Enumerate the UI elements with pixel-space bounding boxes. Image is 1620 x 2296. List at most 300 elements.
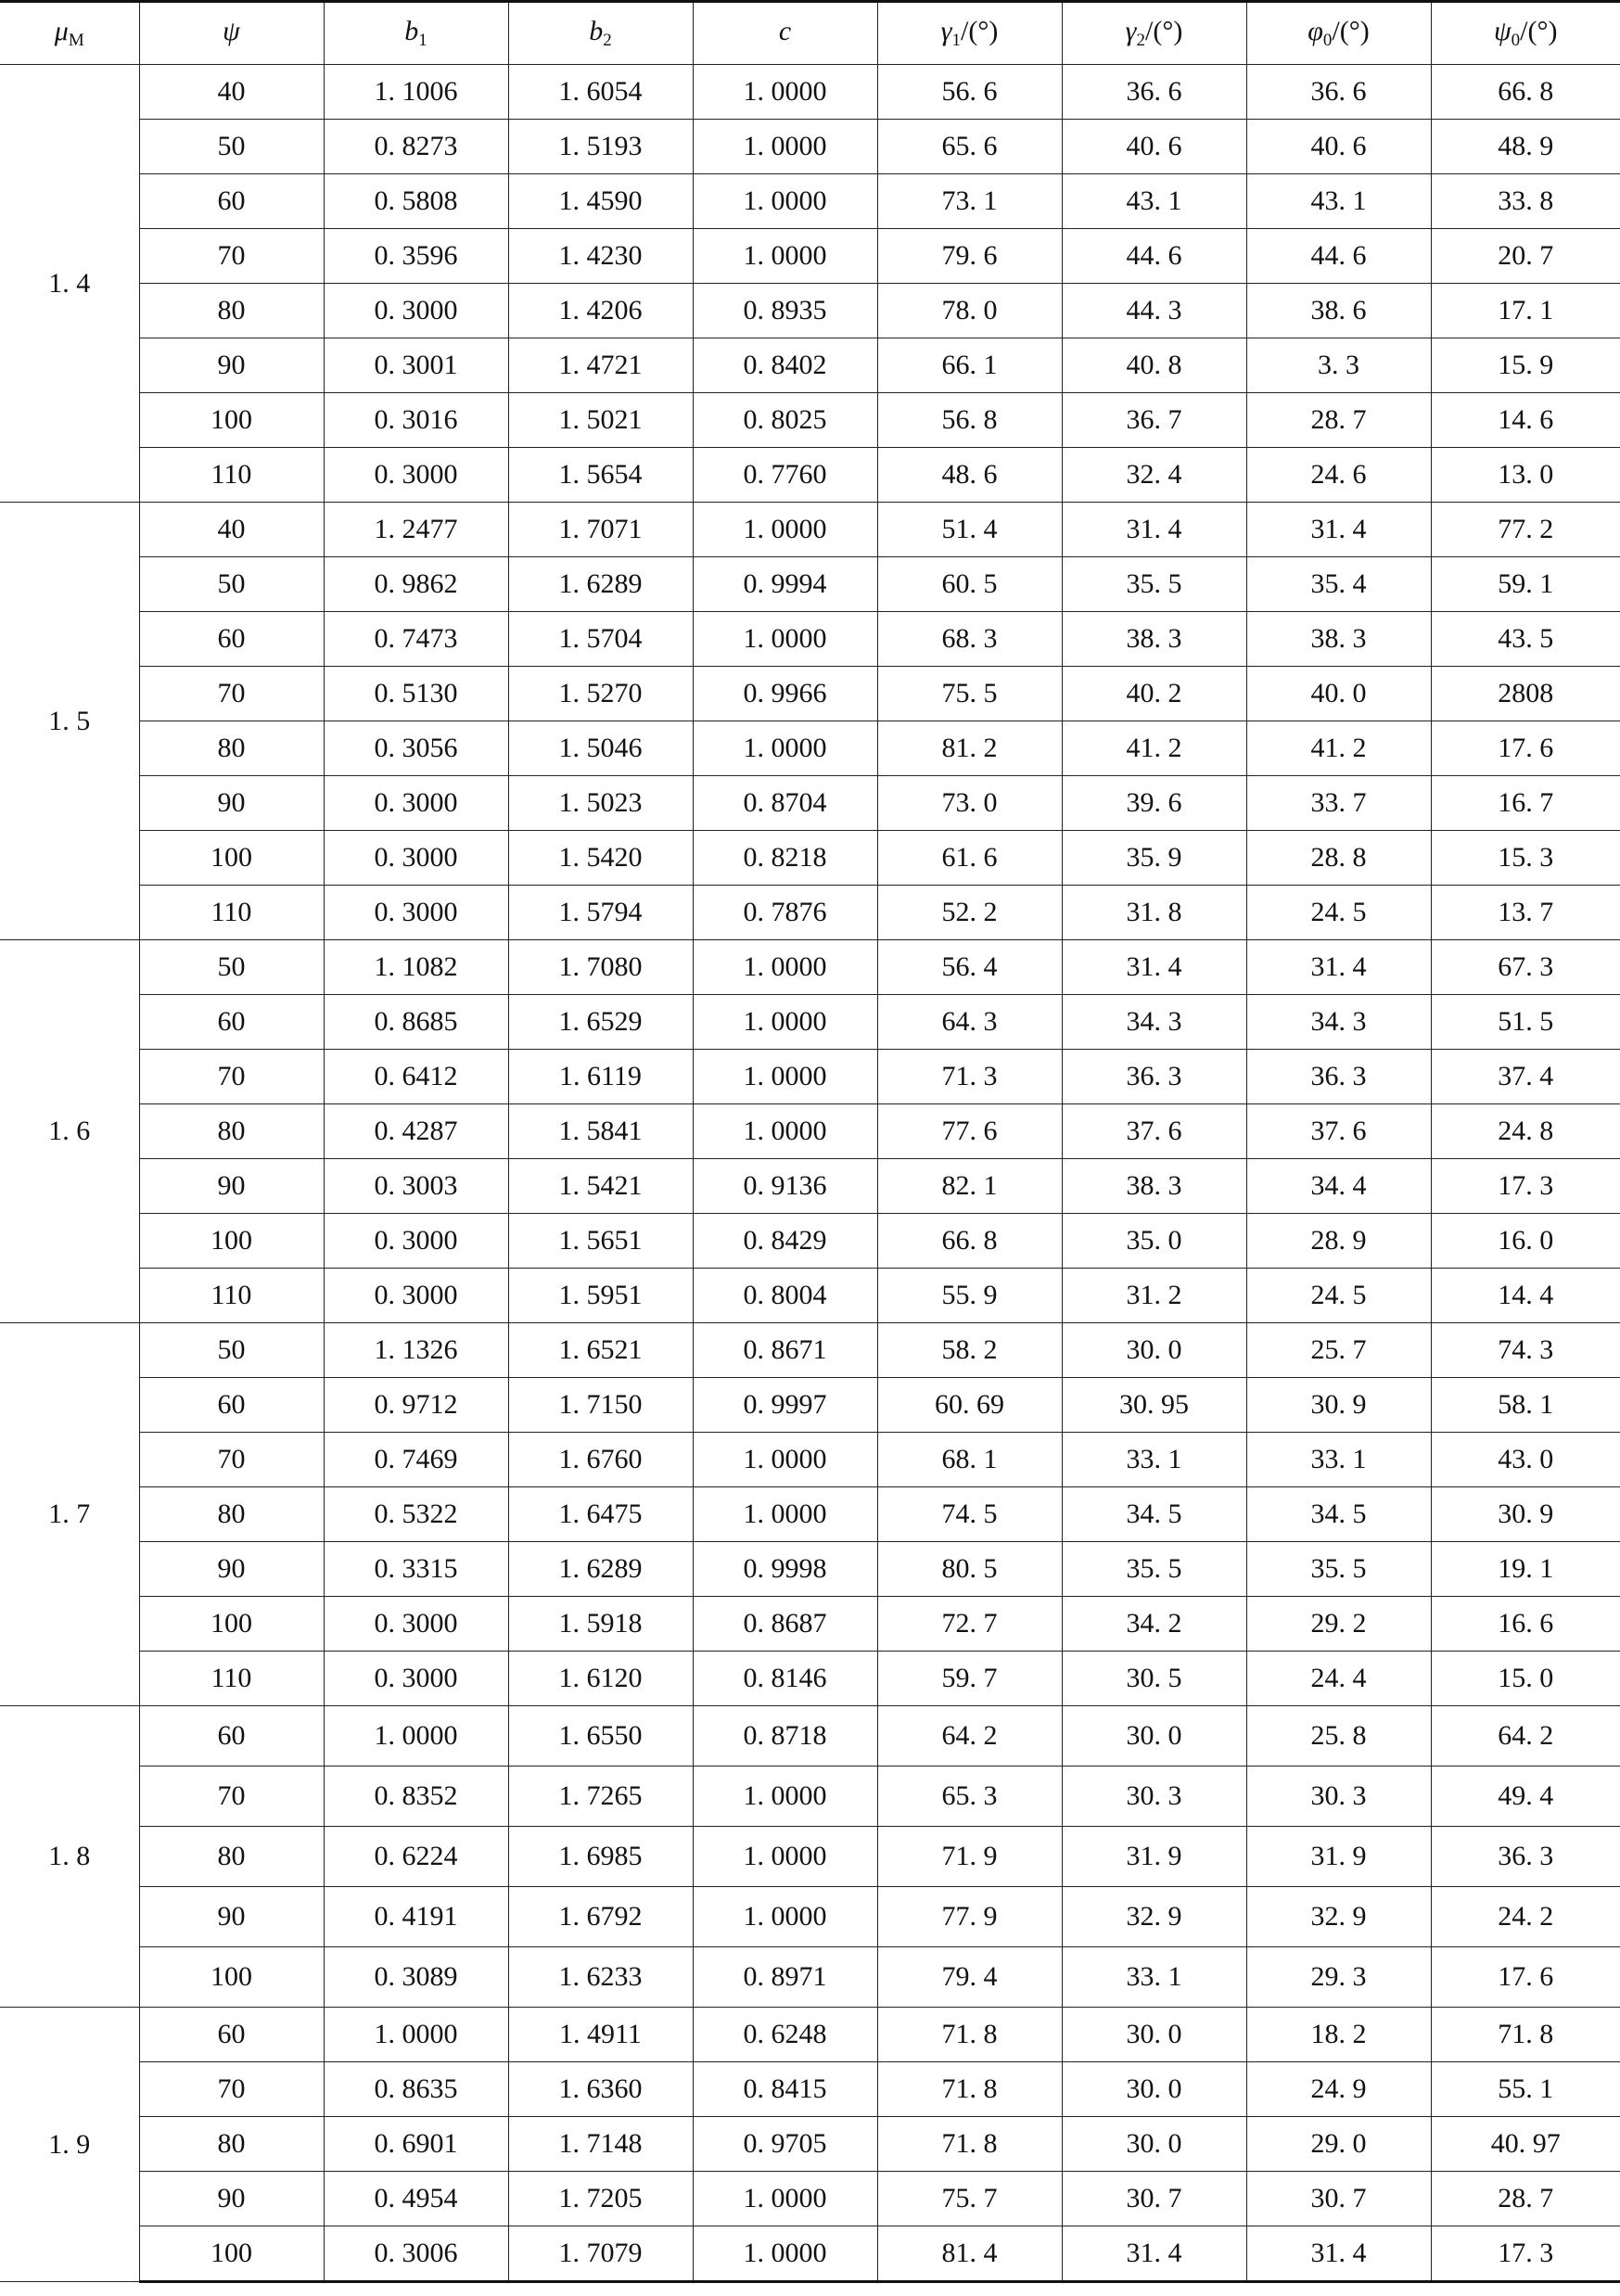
- cell-psi0: 19. 1: [1431, 1542, 1620, 1597]
- cell-psi: 100: [139, 831, 324, 886]
- cell-gamma2: 30. 0: [1062, 2008, 1246, 2062]
- cell-psi0: 58. 1: [1431, 1378, 1620, 1433]
- cell-b2: 1. 6760: [508, 1433, 693, 1487]
- cell-psi0: 17. 6: [1431, 1947, 1620, 2008]
- table-header-row: [0, 2, 1620, 65]
- cell-c: 0. 8218: [693, 831, 877, 886]
- cell-c: 0. 8025: [693, 393, 877, 448]
- cell-c: 1. 0000: [693, 1487, 877, 1542]
- cell-b2: 1. 5193: [508, 120, 693, 174]
- table-row: [0, 667, 1620, 721]
- cell-psi: 60: [139, 995, 324, 1050]
- cell-b1: 0. 9862: [324, 557, 508, 612]
- table-row: [0, 1487, 1620, 1542]
- cell-phi0: 33. 7: [1246, 776, 1431, 831]
- cell-phi0: 31. 4: [1246, 503, 1431, 557]
- cell-b2: 1. 5420: [508, 831, 693, 886]
- cell-gamma2: 33. 1: [1062, 1947, 1246, 2008]
- cell-psi: 60: [139, 1706, 324, 1767]
- cell-b1: 0. 3000: [324, 1269, 508, 1323]
- cell-psi0: 16. 0: [1431, 1214, 1620, 1269]
- cell-phi0: 43. 1: [1246, 174, 1431, 229]
- cell-psi0: 16. 7: [1431, 776, 1620, 831]
- cell-psi0: 28. 7: [1431, 2172, 1620, 2226]
- cell-psi0: 43. 0: [1431, 1433, 1620, 1487]
- cell-gamma2: 31. 9: [1062, 1827, 1246, 1887]
- cell-c: 1. 0000: [693, 120, 877, 174]
- cell-psi: 50: [139, 1323, 324, 1378]
- cell-c: 1. 0000: [693, 995, 877, 1050]
- cell-b1: 0. 8273: [324, 120, 508, 174]
- cell-c: 1. 0000: [693, 940, 877, 995]
- cell-b2: 1. 6233: [508, 1947, 693, 2008]
- cell-psi0: 51. 5: [1431, 995, 1620, 1050]
- cell-phi0: 38. 6: [1246, 284, 1431, 338]
- cell-c: 0. 8935: [693, 284, 877, 338]
- cell-psi0: 24. 2: [1431, 1887, 1620, 1947]
- cell-gamma1: 58. 2: [877, 1323, 1062, 1378]
- cell-gamma1: 59. 7: [877, 1652, 1062, 1706]
- table-row: [0, 1050, 1620, 1104]
- table-row: [0, 831, 1620, 886]
- cell-b1: 0. 5130: [324, 667, 508, 721]
- cell-psi0: 17. 6: [1431, 721, 1620, 776]
- cell-psi0: 33. 8: [1431, 174, 1620, 229]
- cell-gamma2: 34. 3: [1062, 995, 1246, 1050]
- header-b1: $b_1$: [324, 2, 508, 65]
- cell-c: 0. 8704: [693, 776, 877, 831]
- cell-psi: 80: [139, 1104, 324, 1159]
- cell-psi0: 30. 9: [1431, 1487, 1620, 1542]
- cell-b1: 0. 3089: [324, 1947, 508, 2008]
- cell-c: 0. 8429: [693, 1214, 877, 1269]
- cell-gamma2: 31. 8: [1062, 886, 1246, 940]
- cell-psi: 80: [139, 2117, 324, 2172]
- cell-gamma1: 65. 3: [877, 1767, 1062, 1827]
- table-row: [0, 721, 1620, 776]
- cell-b1: 0. 3000: [324, 284, 508, 338]
- cell-gamma2: 33. 1: [1062, 1433, 1246, 1487]
- cell-b1: 1. 1082: [324, 940, 508, 995]
- cell-psi0: 71. 8: [1431, 2008, 1620, 2062]
- cell-b2: 1. 4230: [508, 229, 693, 284]
- header-c: c: [693, 2, 877, 65]
- cell-psi: 90: [139, 1159, 324, 1214]
- cell-gamma1: 71. 8: [877, 2117, 1062, 2172]
- cell-psi: 110: [139, 1652, 324, 1706]
- cell-psi: 100: [139, 1597, 324, 1652]
- cell-psi: 70: [139, 2062, 324, 2117]
- cell-psi: 90: [139, 1887, 324, 1947]
- table-row: [0, 1827, 1620, 1887]
- cell-b1: 0. 3000: [324, 1597, 508, 1652]
- cell-psi0: 17. 3: [1431, 2226, 1620, 2282]
- cell-psi0: 49. 4: [1431, 1767, 1620, 1827]
- cell-b1: 1. 0000: [324, 2008, 508, 2062]
- cell-gamma1: 56. 8: [877, 393, 1062, 448]
- cell-phi0: 25. 7: [1246, 1323, 1431, 1378]
- cell-c: 0. 8718: [693, 1706, 877, 1767]
- table-row: [0, 1433, 1620, 1487]
- cell-gamma2: 44. 3: [1062, 284, 1246, 338]
- cell-b2: 1. 6550: [508, 1706, 693, 1767]
- table-row: [0, 1542, 1620, 1597]
- cell-gamma2: 38. 3: [1062, 612, 1246, 667]
- cell-gamma1: 71. 3: [877, 1050, 1062, 1104]
- cell-phi0: 38. 3: [1246, 612, 1431, 667]
- cell-psi: 100: [139, 1947, 324, 2008]
- cell-b1: 0. 6224: [324, 1827, 508, 1887]
- cell-b1: 0. 3000: [324, 448, 508, 503]
- cell-b1: 0. 8352: [324, 1767, 508, 1827]
- cell-gamma1: 56. 6: [877, 65, 1062, 120]
- cell-b2: 1. 7079: [508, 2226, 693, 2282]
- mu-m-group-cell: 1. 7: [0, 1323, 139, 1706]
- mu-m-group-cell: 1. 6: [0, 940, 139, 1323]
- table-row: [0, 120, 1620, 174]
- table-row: [0, 284, 1620, 338]
- cell-b1: 0. 3000: [324, 1652, 508, 1706]
- cell-b1: 0. 4191: [324, 1887, 508, 1947]
- cell-b2: 1. 7150: [508, 1378, 693, 1433]
- cell-b1: 0. 3596: [324, 229, 508, 284]
- table-row: [0, 338, 1620, 393]
- cell-gamma2: 31. 2: [1062, 1269, 1246, 1323]
- cell-gamma2: 30. 0: [1062, 2062, 1246, 2117]
- cell-gamma1: 68. 3: [877, 612, 1062, 667]
- header-b2: $b_2$: [508, 2, 693, 65]
- cell-gamma2: 32. 4: [1062, 448, 1246, 503]
- cell-gamma1: 82. 1: [877, 1159, 1062, 1214]
- cell-psi: 60: [139, 174, 324, 229]
- cell-b1: 0. 8635: [324, 2062, 508, 2117]
- cell-b2: 1. 5270: [508, 667, 693, 721]
- cell-c: 0. 9136: [693, 1159, 877, 1214]
- cell-gamma1: 60. 69: [877, 1378, 1062, 1433]
- cell-phi0: 34. 4: [1246, 1159, 1431, 1214]
- table-row: [0, 1947, 1620, 2008]
- cell-b2: 1. 6529: [508, 995, 693, 1050]
- table-row: [0, 393, 1620, 448]
- mu-m-group-cell: 1. 9: [0, 2008, 139, 2282]
- table-row: [0, 1378, 1620, 1433]
- header-gamma2: $\gamma_2/(^\circ)$: [1062, 2, 1246, 65]
- table-row: [0, 776, 1620, 831]
- table-row: [0, 995, 1620, 1050]
- cell-psi: 50: [139, 557, 324, 612]
- cell-phi0: 31. 9: [1246, 1827, 1431, 1887]
- cell-b2: 1. 5046: [508, 721, 693, 776]
- cell-c: 1. 0000: [693, 2172, 877, 2226]
- table-row: [0, 940, 1620, 995]
- cell-gamma2: 40. 6: [1062, 120, 1246, 174]
- cell-psi0: 13. 7: [1431, 886, 1620, 940]
- cell-gamma1: 64. 2: [877, 1706, 1062, 1767]
- cell-c: 0. 9705: [693, 2117, 877, 2172]
- cell-psi: 100: [139, 2226, 324, 2282]
- cell-gamma2: 39. 6: [1062, 776, 1246, 831]
- cell-psi0: 77. 2: [1431, 503, 1620, 557]
- cell-psi: 90: [139, 1542, 324, 1597]
- cell-psi: 100: [139, 1214, 324, 1269]
- cell-b1: 0. 7473: [324, 612, 508, 667]
- cell-b2: 1. 6054: [508, 65, 693, 120]
- cell-gamma1: 79. 6: [877, 229, 1062, 284]
- table-row: [0, 2172, 1620, 2226]
- cell-b2: 1. 7080: [508, 940, 693, 995]
- cell-psi: 40: [139, 65, 324, 120]
- cell-gamma1: 79. 4: [877, 1947, 1062, 2008]
- cell-c: 1. 0000: [693, 721, 877, 776]
- cell-gamma1: 81. 4: [877, 2226, 1062, 2282]
- cell-phi0: 34. 3: [1246, 995, 1431, 1050]
- table-row: [0, 1706, 1620, 1767]
- cell-gamma2: 35. 9: [1062, 831, 1246, 886]
- table-row: [0, 1323, 1620, 1378]
- cell-gamma1: 48. 6: [877, 448, 1062, 503]
- cell-gamma2: 32. 9: [1062, 1887, 1246, 1947]
- cell-b1: 0. 7469: [324, 1433, 508, 1487]
- header-mu-m: $\mu_M$: [0, 2, 139, 65]
- cell-gamma2: 36. 7: [1062, 393, 1246, 448]
- table-row: [0, 65, 1620, 120]
- cell-b1: 0. 4954: [324, 2172, 508, 2226]
- cell-phi0: 30. 7: [1246, 2172, 1431, 2226]
- cell-psi: 50: [139, 940, 324, 995]
- cell-c: 0. 9994: [693, 557, 877, 612]
- header-psi: ψ: [139, 2, 324, 65]
- cell-psi0: 40. 97: [1431, 2117, 1620, 2172]
- cell-gamma2: 34. 2: [1062, 1597, 1246, 1652]
- cell-gamma1: 80. 5: [877, 1542, 1062, 1597]
- cell-psi0: 37. 4: [1431, 1050, 1620, 1104]
- cell-b2: 1. 5704: [508, 612, 693, 667]
- cell-b1: 0. 3000: [324, 776, 508, 831]
- cell-b2: 1. 4206: [508, 284, 693, 338]
- cell-gamma1: 77. 9: [877, 1887, 1062, 1947]
- cell-b1: 0. 3056: [324, 721, 508, 776]
- cell-gamma1: 77. 6: [877, 1104, 1062, 1159]
- cell-b2: 1. 5841: [508, 1104, 693, 1159]
- cell-gamma2: 30. 0: [1062, 1323, 1246, 1378]
- cell-phi0: 28. 8: [1246, 831, 1431, 886]
- cell-c: 1. 0000: [693, 1767, 877, 1827]
- cell-b1: 0. 6901: [324, 2117, 508, 2172]
- cell-psi0: 66. 8: [1431, 65, 1620, 120]
- cell-b1: 0. 3001: [324, 338, 508, 393]
- cell-gamma2: 30. 5: [1062, 1652, 1246, 1706]
- cell-psi: 70: [139, 1433, 324, 1487]
- table-row: [0, 174, 1620, 229]
- cell-gamma1: 71. 9: [877, 1827, 1062, 1887]
- cell-psi0: 55. 1: [1431, 2062, 1620, 2117]
- cell-phi0: 31. 4: [1246, 940, 1431, 995]
- cell-gamma2: 35. 5: [1062, 557, 1246, 612]
- cell-psi0: 36. 3: [1431, 1827, 1620, 1887]
- cell-psi0: 67. 3: [1431, 940, 1620, 995]
- cell-gamma1: 66. 8: [877, 1214, 1062, 1269]
- cell-psi0: 15. 3: [1431, 831, 1620, 886]
- cell-psi: 60: [139, 1378, 324, 1433]
- table-row: [0, 1269, 1620, 1323]
- cell-psi: 110: [139, 448, 324, 503]
- cell-b2: 1. 6119: [508, 1050, 693, 1104]
- cell-b2: 1. 4911: [508, 2008, 693, 2062]
- cell-c: 1. 0000: [693, 612, 877, 667]
- cell-phi0: 34. 5: [1246, 1487, 1431, 1542]
- cell-c: 0. 9997: [693, 1378, 877, 1433]
- cell-psi0: 15. 9: [1431, 338, 1620, 393]
- cell-gamma2: 40. 2: [1062, 667, 1246, 721]
- cell-b1: 1. 1326: [324, 1323, 508, 1378]
- cell-gamma1: 68. 1: [877, 1433, 1062, 1487]
- cell-phi0: 30. 3: [1246, 1767, 1431, 1827]
- cell-c: 0. 7760: [693, 448, 877, 503]
- cell-c: 0. 8687: [693, 1597, 877, 1652]
- cell-gamma1: 64. 3: [877, 995, 1062, 1050]
- table-row: [0, 1104, 1620, 1159]
- cell-psi0: 14. 4: [1431, 1269, 1620, 1323]
- cell-gamma1: 56. 4: [877, 940, 1062, 995]
- cell-phi0: 40. 6: [1246, 120, 1431, 174]
- cell-gamma2: 30. 3: [1062, 1767, 1246, 1827]
- cell-phi0: 33. 1: [1246, 1433, 1431, 1487]
- cell-psi0: 20. 7: [1431, 229, 1620, 284]
- cell-b1: 0. 3000: [324, 831, 508, 886]
- cell-c: 1. 0000: [693, 1433, 877, 1487]
- cell-gamma2: 35. 0: [1062, 1214, 1246, 1269]
- cell-b1: 1. 0000: [324, 1706, 508, 1767]
- cell-gamma2: 37. 6: [1062, 1104, 1246, 1159]
- cell-b2: 1. 7265: [508, 1767, 693, 1827]
- cell-c: 1. 0000: [693, 229, 877, 284]
- cell-gamma2: 38. 3: [1062, 1159, 1246, 1214]
- cell-phi0: 18. 2: [1246, 2008, 1431, 2062]
- mu-m-group-cell: 1. 4: [0, 65, 139, 503]
- cell-b1: 0. 9712: [324, 1378, 508, 1433]
- cell-b2: 1. 7205: [508, 2172, 693, 2226]
- cell-gamma1: 73. 1: [877, 174, 1062, 229]
- table-row: [0, 2117, 1620, 2172]
- cell-gamma1: 81. 2: [877, 721, 1062, 776]
- cell-c: 0. 9966: [693, 667, 877, 721]
- cell-c: 1. 0000: [693, 2226, 877, 2282]
- header-psi0: $\psi_0/(^\circ)$: [1431, 2, 1620, 65]
- cell-phi0: 28. 7: [1246, 393, 1431, 448]
- table-body: [0, 65, 1620, 2282]
- cell-psi: 80: [139, 721, 324, 776]
- cell-phi0: 24. 5: [1246, 886, 1431, 940]
- cell-b2: 1. 6475: [508, 1487, 693, 1542]
- cell-psi0: 74. 3: [1431, 1323, 1620, 1378]
- cell-gamma2: 30. 0: [1062, 1706, 1246, 1767]
- cell-b2: 1. 5794: [508, 886, 693, 940]
- cell-gamma1: 61. 6: [877, 831, 1062, 886]
- cell-c: 0. 8146: [693, 1652, 877, 1706]
- cell-psi: 70: [139, 667, 324, 721]
- cell-c: 0. 7876: [693, 886, 877, 940]
- cell-gamma2: 41. 2: [1062, 721, 1246, 776]
- cell-b2: 1. 6985: [508, 1827, 693, 1887]
- table-row: [0, 2062, 1620, 2117]
- cell-phi0: 30. 9: [1246, 1378, 1431, 1433]
- cell-psi0: 13. 0: [1431, 448, 1620, 503]
- cell-b2: 1. 6120: [508, 1652, 693, 1706]
- cell-psi: 40: [139, 503, 324, 557]
- cell-gamma1: 65. 6: [877, 120, 1062, 174]
- cell-b1: 0. 5808: [324, 174, 508, 229]
- cell-psi0: 2808: [1431, 667, 1620, 721]
- cell-gamma2: 44. 6: [1062, 229, 1246, 284]
- cell-gamma1: 74. 5: [877, 1487, 1062, 1542]
- cell-b1: 1. 2477: [324, 503, 508, 557]
- cell-phi0: 3. 3: [1246, 338, 1431, 393]
- cell-b1: 0. 4287: [324, 1104, 508, 1159]
- cell-b2: 1. 6289: [508, 557, 693, 612]
- cell-phi0: 37. 6: [1246, 1104, 1431, 1159]
- table-row: [0, 503, 1620, 557]
- table-row: [0, 2226, 1620, 2282]
- table-row: [0, 1652, 1620, 1706]
- cell-c: 0. 9998: [693, 1542, 877, 1597]
- cell-phi0: 41. 2: [1246, 721, 1431, 776]
- cell-psi: 70: [139, 229, 324, 284]
- cell-psi: 70: [139, 1767, 324, 1827]
- cell-gamma2: 36. 6: [1062, 65, 1246, 120]
- cell-c: 1. 0000: [693, 1104, 877, 1159]
- cell-psi0: 43. 5: [1431, 612, 1620, 667]
- cell-psi0: 59. 1: [1431, 557, 1620, 612]
- cell-c: 1. 0000: [693, 1827, 877, 1887]
- cell-c: 0. 8415: [693, 2062, 877, 2117]
- cell-c: 1. 0000: [693, 1887, 877, 1947]
- cell-c: 0. 8004: [693, 1269, 877, 1323]
- table-row: [0, 1214, 1620, 1269]
- cell-gamma1: 75. 7: [877, 2172, 1062, 2226]
- cell-gamma1: 60. 5: [877, 557, 1062, 612]
- cell-gamma1: 78. 0: [877, 284, 1062, 338]
- cell-psi: 60: [139, 2008, 324, 2062]
- cell-psi: 100: [139, 393, 324, 448]
- cell-gamma2: 34. 5: [1062, 1487, 1246, 1542]
- cell-b2: 1. 5421: [508, 1159, 693, 1214]
- cell-phi0: 24. 6: [1246, 448, 1431, 503]
- cell-psi: 60: [139, 612, 324, 667]
- cell-gamma2: 31. 4: [1062, 940, 1246, 995]
- cell-psi: 110: [139, 886, 324, 940]
- cell-b1: 0. 3003: [324, 1159, 508, 1214]
- cell-psi: 80: [139, 1487, 324, 1542]
- cell-gamma2: 30. 95: [1062, 1378, 1246, 1433]
- cell-gamma2: 30. 7: [1062, 2172, 1246, 2226]
- cell-b1: 1. 1006: [324, 65, 508, 120]
- cell-b1: 0. 5322: [324, 1487, 508, 1542]
- mu-m-group-cell: 1. 5: [0, 503, 139, 940]
- mu-m-group-cell: 1. 8: [0, 1706, 139, 2008]
- cell-psi: 80: [139, 1827, 324, 1887]
- cell-gamma1: 52. 2: [877, 886, 1062, 940]
- cell-gamma2: 43. 1: [1062, 174, 1246, 229]
- table-row: [0, 229, 1620, 284]
- table-row: [0, 1597, 1620, 1652]
- cell-psi: 80: [139, 284, 324, 338]
- cell-phi0: 29. 3: [1246, 1947, 1431, 2008]
- cell-phi0: 28. 9: [1246, 1214, 1431, 1269]
- cell-phi0: 35. 4: [1246, 557, 1431, 612]
- cell-b2: 1. 5651: [508, 1214, 693, 1269]
- cell-phi0: 44. 6: [1246, 229, 1431, 284]
- cell-gamma1: 55. 9: [877, 1269, 1062, 1323]
